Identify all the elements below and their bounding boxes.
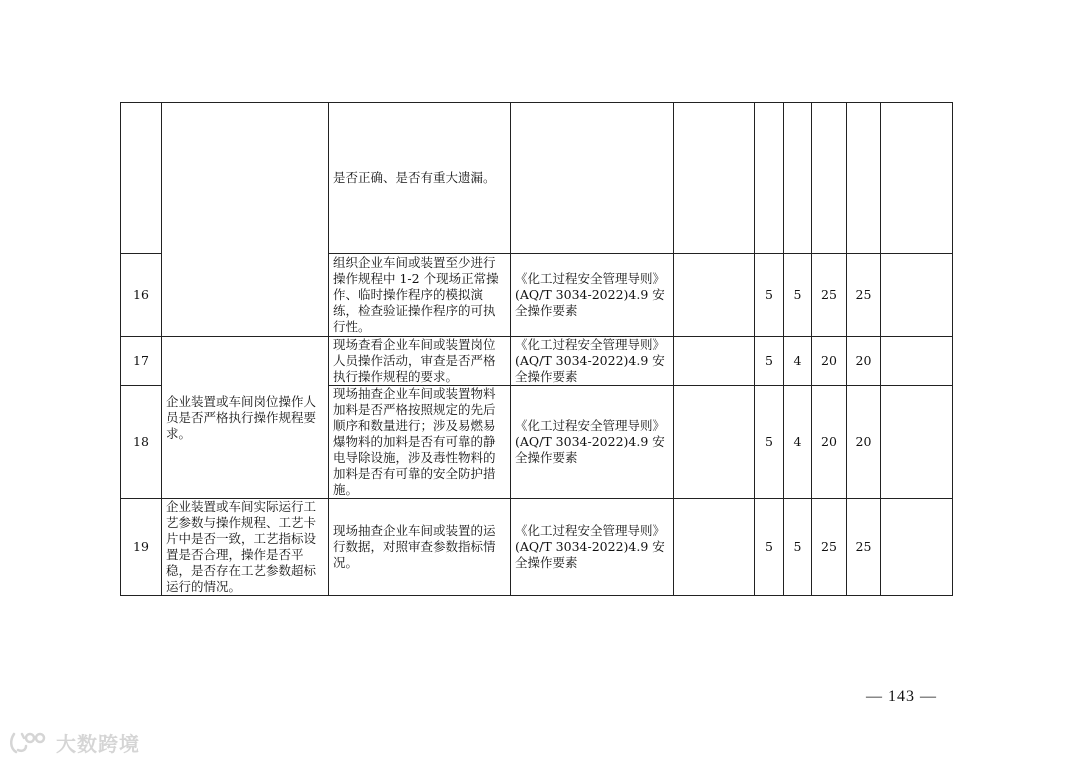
blank-cell (674, 103, 755, 254)
item-cell: 企业装置或车间实际运行工艺参数与操作规程、工艺卡片中是否一致，工艺指标设置是否合理，操作是否平稳，是否存在工艺参数超标运行的情况。 (162, 499, 329, 596)
no-cell: 19 (121, 499, 162, 596)
method-cell: 现场抽查企业车间或装置物料加料是否严格按照规定的先后顺序和数量进行；涉及易燃易爆物料的加料是否有可靠的静电导除设施，涉及毒性物料的加料是否有可靠的安全防护措施。 (329, 386, 511, 499)
score-cell: 25 (812, 499, 847, 596)
no-cell (121, 103, 162, 254)
score-cell: 5 (755, 254, 784, 337)
watermark-text: 大数跨境 (56, 732, 140, 756)
score-cell: 5 (784, 254, 812, 337)
remark-cell (881, 337, 953, 386)
score-cell: 25 (847, 254, 881, 337)
no-cell: 17 (121, 337, 162, 386)
score-cell (812, 103, 847, 254)
basis-cell (511, 103, 674, 254)
method-cell: 是否正确、是否有重大遗漏。 (329, 103, 511, 254)
item-cell (162, 103, 329, 337)
score-cell: 20 (847, 337, 881, 386)
remark-cell (881, 499, 953, 596)
remark-cell (881, 386, 953, 499)
method-cell: 组织企业车间或装置至少进行操作规程中 1-2 个现场正常操作、临时操作程序的模拟演练，检查验证操作程序的可执行性。 (329, 254, 511, 337)
method-cell: 现场抽查企业车间或装置的运行数据，对照审查参数指标情况。 (329, 499, 511, 596)
basis-cell: 《化工过程安全管理导则》(AQ/T 3034-2022)4.9 安全操作要素 (511, 254, 674, 337)
no-cell: 18 (121, 386, 162, 499)
score-cell: 5 (755, 499, 784, 596)
remark-cell (881, 103, 953, 254)
item-cell: 企业装置或车间岗位操作人员是否严格执行操作规程要求。 (162, 337, 329, 499)
blank-cell (674, 499, 755, 596)
basis-cell: 《化工过程安全管理导则》(AQ/T 3034-2022)4.9 安全操作要素 (511, 337, 674, 386)
blank-cell (674, 254, 755, 337)
remark-cell (881, 254, 953, 337)
score-cell: 25 (847, 499, 881, 596)
blank-cell (674, 386, 755, 499)
watermark (8, 728, 140, 757)
score-cell: 4 (784, 386, 812, 499)
watermark-logo-icon (8, 730, 52, 756)
score-cell: 5 (755, 337, 784, 386)
basis-cell: 《化工过程安全管理导则》(AQ/T 3034-2022)4.9 安全操作要素 (511, 386, 674, 499)
score-cell (784, 103, 812, 254)
audit-table (120, 102, 953, 596)
basis-cell: 《化工过程安全管理导则》(AQ/T 3034-2022)4.9 安全操作要素 (511, 499, 674, 596)
method-cell: 现场查看企业车间或装置岗位人员操作活动，审查是否严格执行操作规程的要求。 (329, 337, 511, 386)
no-cell: 16 (121, 254, 162, 337)
table-row (121, 499, 953, 596)
score-cell: 20 (847, 386, 881, 499)
score-cell: 5 (755, 386, 784, 499)
table-row (121, 103, 953, 254)
score-cell: 5 (784, 499, 812, 596)
score-cell (847, 103, 881, 254)
score-cell: 20 (812, 386, 847, 499)
score-cell: 25 (812, 254, 847, 337)
blank-cell (674, 337, 755, 386)
page-number: — 143 — (866, 688, 937, 705)
score-cell: 20 (812, 337, 847, 386)
score-cell (755, 103, 784, 254)
table-row (121, 337, 953, 386)
score-cell: 4 (784, 337, 812, 386)
